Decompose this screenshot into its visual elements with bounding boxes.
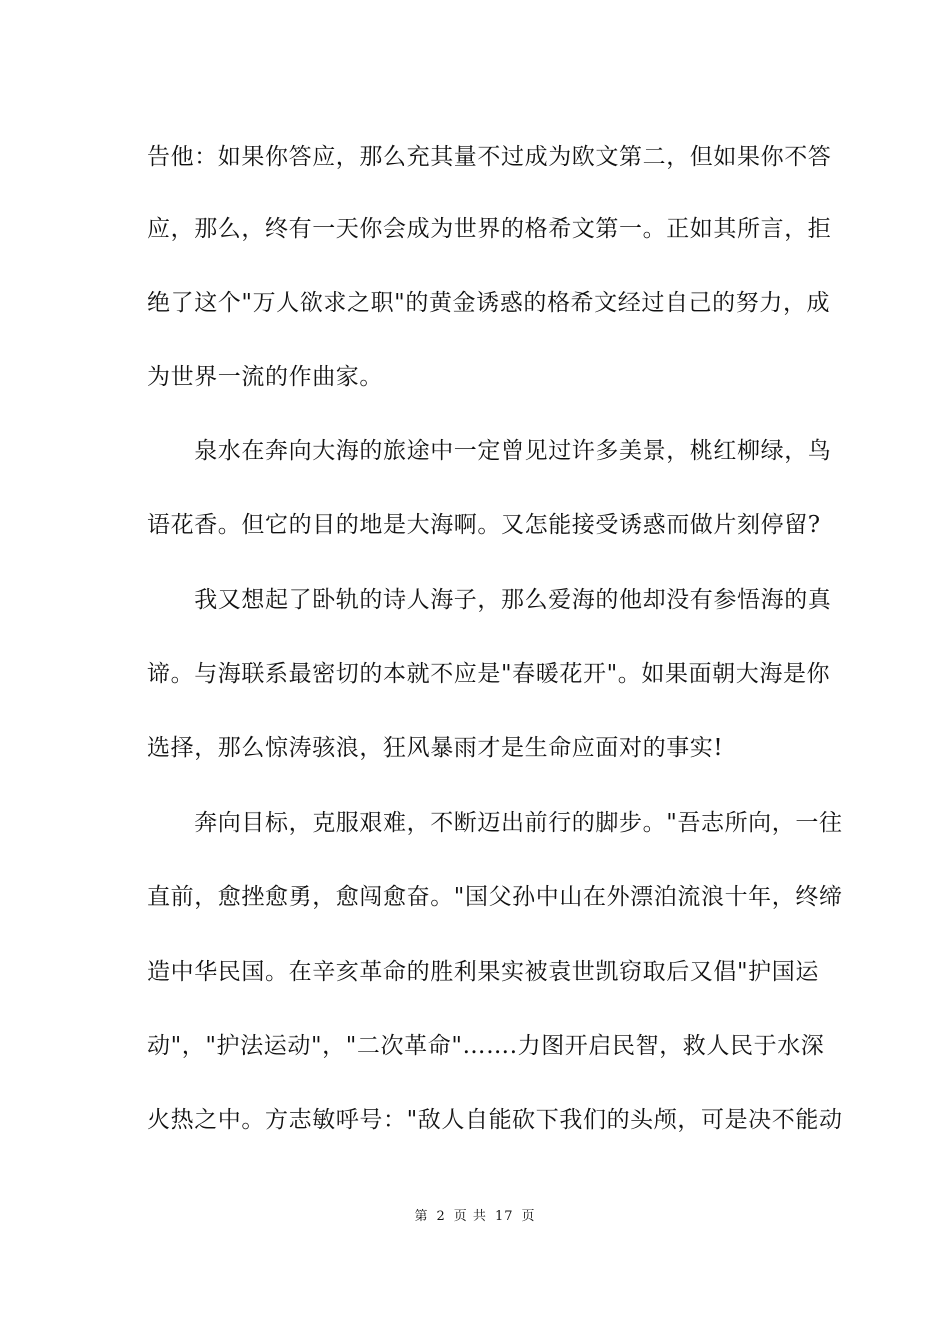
page-footer — [0, 1207, 950, 1227]
text-line-8: 谛。与海联系最密切的本就不应是"春暖花开"。如果面朝大海是你 — [147, 661, 831, 687]
text-line-9: 选择，那么惊涛骇浪，狂风暴雨才是生命应面对的事实! — [147, 735, 724, 761]
text-line-10: 奔向目标，克服艰难，不断迈出前行的脚步。"吾志所向，一往 — [147, 810, 843, 836]
text-line-3: 绝了这个"万人欲求之职"的黄金诱惑的格希文经过自己的努力，成 — [147, 290, 831, 316]
footer-middle: 页 共 — [453, 1209, 487, 1224]
text-line-4: 为世界一流的作曲家。 — [147, 364, 383, 390]
text-line-2: 应，那么，终有一天你会成为世界的格希文第一。正如其所言，拒 — [147, 216, 832, 242]
footer-page-number: 2 — [436, 1209, 446, 1224]
text-line-14: 火热之中。方志敏呼号："敌人自能砍下我们的头颅，可是决不能动 — [147, 1107, 843, 1133]
text-line-13: 动"，"护法运动"，"二次革命"…….力图开启民智，救人民于水深 — [147, 1033, 825, 1059]
text-line-7: 我又想起了卧轨的诗人海子，那么爱海的他却没有参悟海的真 — [147, 587, 832, 613]
footer-suffix: 页 — [521, 1209, 536, 1224]
text-line-11: 直前，愈挫愈勇，愈闯愈奋。"国父孙中山在外漂泊流浪十年，终缔 — [147, 884, 843, 910]
text-line-6: 语花香。但它的目的地是大海啊。又怎能接受诱惑而做片刻停留? — [147, 512, 821, 538]
text-line-12: 造中华民国。在辛亥革命的胜利果实被袁世凯窃取后又倡"护国运 — [147, 959, 819, 985]
text-line-5: 泉水在奔向大海的旅途中一定曾见过许多美景，桃红柳绿，鸟 — [147, 438, 832, 464]
footer-prefix: 第 — [414, 1209, 429, 1224]
text-line-1: 告他：如果你答应，那么充其量不过成为欧文第二，但如果你不答 — [147, 144, 832, 170]
footer-total-pages: 17 — [494, 1209, 514, 1224]
